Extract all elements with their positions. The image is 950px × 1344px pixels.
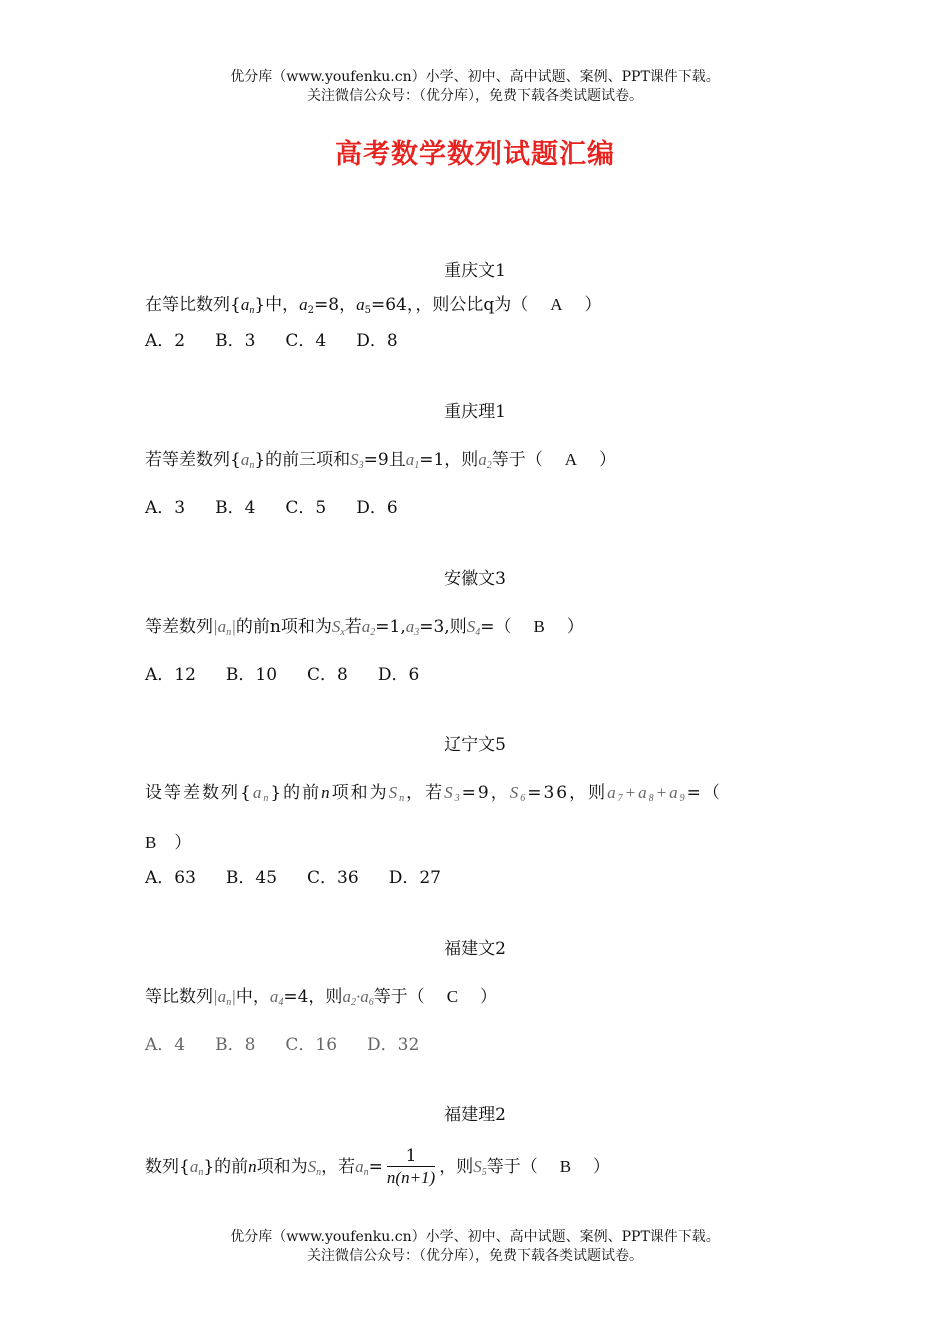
question-5-source: 福建文2	[444, 939, 506, 959]
footer-line-1: 优分库（www.youfenku.cn）小学、初中、高中试题、案例、PPT课件下载。	[230, 1229, 720, 1245]
question-3-answer: B	[533, 617, 545, 636]
question-5-answer: C	[446, 987, 459, 1006]
question-1-options: A．2 B．3 C．4 D．8	[145, 331, 398, 351]
question-2-source: 重庆理1	[444, 402, 506, 422]
header-line-1: 优分库（www.youfenku.cn）小学、初中、高中试题、案例、PPT课件下载。	[230, 69, 720, 85]
question-4-options: A．63 B．45 C．36 D．27	[145, 868, 441, 888]
header-line-2: 关注微信公众号：（优分库），免费下载各类试题试卷。	[307, 88, 643, 104]
question-6-text: 数列$\{a_n\}$的前n项和为$S_n$，若$a_n=$ $\frac{1}{n(n+1)}$ ，则$S_5$等于（ B ）	[145, 1146, 611, 1187]
question-1-answer: A	[550, 295, 563, 314]
footer-line-2: 关注微信公众号：（优分库），免费下载各类试题试卷。	[307, 1248, 643, 1264]
question-4-text: 设等差数列$\{a_n\}$的前n项和为$S_n$，若$S_3=9$，$S_6=36$，则$a_7+a_8+a_9=$（	[145, 783, 722, 804]
question-6-answer: B	[559, 1157, 572, 1176]
question-6-source: 福建理2	[444, 1105, 506, 1125]
question-3-options: A．12 B．10 C．8 D．6	[145, 665, 420, 685]
question-1-text: 在等比数列$\{a_n\}$中，$a_2=8$，$a_5=64$，，则公比q为（ A ）	[145, 295, 602, 316]
question-1-source: 重庆文1	[444, 261, 506, 281]
question-4-answer-line: B ）	[145, 833, 192, 853]
fraction: $\frac{1}{n(n+1)}$	[386, 1146, 436, 1187]
question-3-text: 等差数列$|a_n|$的前n项和为$S_x$若$a_2=1,a_3=3$,则$S_4=$（ B ）	[145, 617, 584, 638]
question-4-source: 辽宁文5	[444, 735, 506, 755]
question-2-options: A．3 B．4 C．5 D．6	[145, 498, 398, 518]
page-title: 高考数学数列试题汇编	[335, 139, 615, 170]
question-3-source: 安徽文3	[444, 569, 506, 589]
question-2-answer: A	[564, 450, 578, 469]
question-4-answer: B	[145, 833, 157, 852]
question-2-text: 若等差数列$\{a_n\}$的前三项和$S_3=9$且$a_1=1$，则$a_2$等于（ A ）	[145, 450, 617, 471]
question-5-options: A．4 B．8 C．16 D．32	[145, 1035, 420, 1055]
question-5-text: 等比数列$|a_n|$中，$a_4=4$，则$a_2\cdot a_6$等于（ C ）	[145, 987, 498, 1008]
